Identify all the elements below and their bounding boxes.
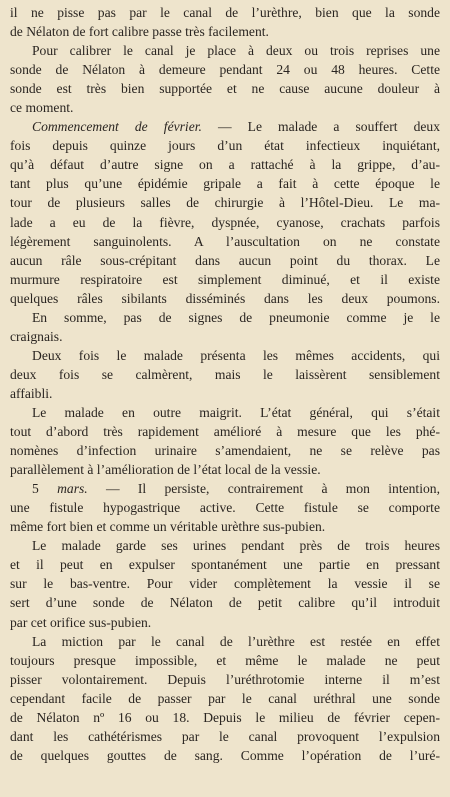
line-text: fois depuis quinze jours d’un état infectieux inquiétant, [10, 138, 440, 154]
line-text: et il peut en expulser spontanément une partie en pressant [10, 557, 440, 573]
text-line [10, 270, 440, 289]
text-line [10, 3, 440, 22]
text-line [10, 251, 440, 270]
text-line [10, 460, 440, 479]
line-text: quelques râles sibilants disséminés dans les deux poumons. [10, 290, 440, 306]
text-line [10, 746, 440, 765]
line-text: tout d’abord très rapidement amélioré à mesure que les phé- [10, 424, 440, 440]
line-text: Pour calibrer le canal je place à deux ou trois reprises une [32, 43, 440, 59]
text-line [10, 98, 440, 117]
line-text: La miction par le canal de l’urèthre est restée en effet [32, 633, 440, 649]
line-text: dant les cathétérismes par le canal provoquent l’expulsion [10, 728, 440, 744]
line-text: nomènes d’infection urinaire s’amendaient, ne se relève pas [10, 443, 440, 459]
line-text: tour de plusieurs salles de chirurgie à l’Hôtel-Dieu. Le ma- [10, 195, 440, 211]
text-line [10, 517, 440, 536]
text-line [10, 117, 440, 136]
line-text: Le malade garde ses urines pendant près de trois heures [32, 538, 440, 554]
text-line [10, 651, 440, 670]
line-text: En somme, pas de signes de pneumonie comme je le [32, 309, 440, 325]
line-text: — Le malade a souffert deux [201, 119, 440, 135]
line-text: deux fois se calmèrent, mais le laissèrent sensiblement [10, 366, 440, 382]
line-text: de quelques gouttes de sang. Comme l’opération de l’uré- [10, 747, 440, 763]
line-text: il ne pisse pas par le canal de l’urèthre, bien que la sonde [10, 5, 440, 20]
text-line [10, 632, 440, 651]
line-text: sonde de Nélaton à demeure pendant 24 ou 48 heures. Cette [10, 62, 440, 78]
text-line [10, 441, 440, 460]
text-line [10, 327, 440, 346]
line-text: par cet orifice sus-pubien. [10, 614, 152, 630]
text-line [10, 22, 440, 41]
text-line [10, 574, 440, 593]
line-text: Deux fois le malade présenta les mêmes accidents, qui [32, 347, 440, 363]
text-line [10, 136, 440, 155]
text-line [10, 346, 440, 365]
line-text: Le malade en outre maigrit. L’état général, qui s’était [32, 404, 440, 420]
line-text: pisser volontairement. Depuis l’uréthrotomie interne il m’est [10, 671, 440, 687]
text-body [10, 3, 440, 765]
line-text: cependant facile de passer par le canal uréthral une sonde [10, 690, 440, 706]
line-text: sonde est très bien supportée et ne cause aucune douleur à [10, 81, 440, 97]
line-text: craignais. [10, 328, 63, 344]
text-line [10, 79, 440, 98]
line-text: de Nélaton de fort calibre passe très facilement. [10, 24, 269, 40]
line-text: — Il persiste, contrairement à mon intention, [87, 481, 440, 497]
text-line [10, 727, 440, 746]
line-text: de Nélaton nº 16 ou 18. Depuis le milieu de février cepen- [10, 709, 440, 725]
line-text: qu’à défaut d’autre signe on a rattaché à la grippe, d’au- [10, 157, 440, 173]
text-line [10, 670, 440, 689]
text-line [10, 232, 440, 251]
text-line [10, 213, 440, 232]
text-line [10, 41, 440, 60]
text-line [10, 384, 440, 403]
italic-heading: Commencement de février. [32, 119, 202, 135]
line-text: lade a eu de la fièvre, dyspnée, cyanose, crachats parfois [10, 214, 440, 230]
line-prefix: 5 [32, 481, 58, 497]
text-line [10, 422, 440, 441]
text-line [10, 60, 440, 79]
line-text: même fort bien et comme un véritable urèthre sus-pubien. [10, 519, 326, 535]
text-line [10, 403, 440, 422]
line-text: affaibli. [10, 385, 53, 401]
text-line [10, 365, 440, 384]
text-line [10, 193, 440, 212]
line-text: murmure respiratoire est simplement diminué, et il existe [10, 271, 440, 287]
italic-heading: mars. [57, 481, 88, 497]
text-line [10, 593, 440, 612]
text-line [10, 708, 440, 727]
text-line [10, 289, 440, 308]
text-line [10, 174, 440, 193]
line-text: tant plus qu’une épidémie gripale a fait à cette époque le [10, 176, 440, 192]
line-text: parallèlement à l’amélioration de l’état local de la vessie. [10, 462, 321, 478]
line-text: légèrement sanguinolents. A l’auscultation on ne constate [10, 233, 440, 249]
line-text: ce moment. [10, 100, 74, 116]
line-text: toujours presque impossible, et même le malade ne peut [10, 652, 440, 668]
text-line [10, 555, 440, 574]
text-line [10, 308, 440, 327]
line-text: sert d’une sonde de Nélaton de petit calibre qu’il introduit [10, 595, 440, 611]
text-line [10, 613, 440, 632]
text-line [10, 498, 440, 517]
text-line [10, 479, 440, 498]
line-text: aucun râle sous-crépitant dans aucun point du thorax. Le [10, 252, 440, 268]
line-text: sur le bas-ventre. Pour vider complètement la vessie il se [10, 576, 440, 592]
line-text: une fistule hypogastrique active. Cette fistule se comporte [10, 500, 440, 516]
text-line [10, 689, 440, 708]
text-line [10, 536, 440, 555]
text-line [10, 155, 440, 174]
